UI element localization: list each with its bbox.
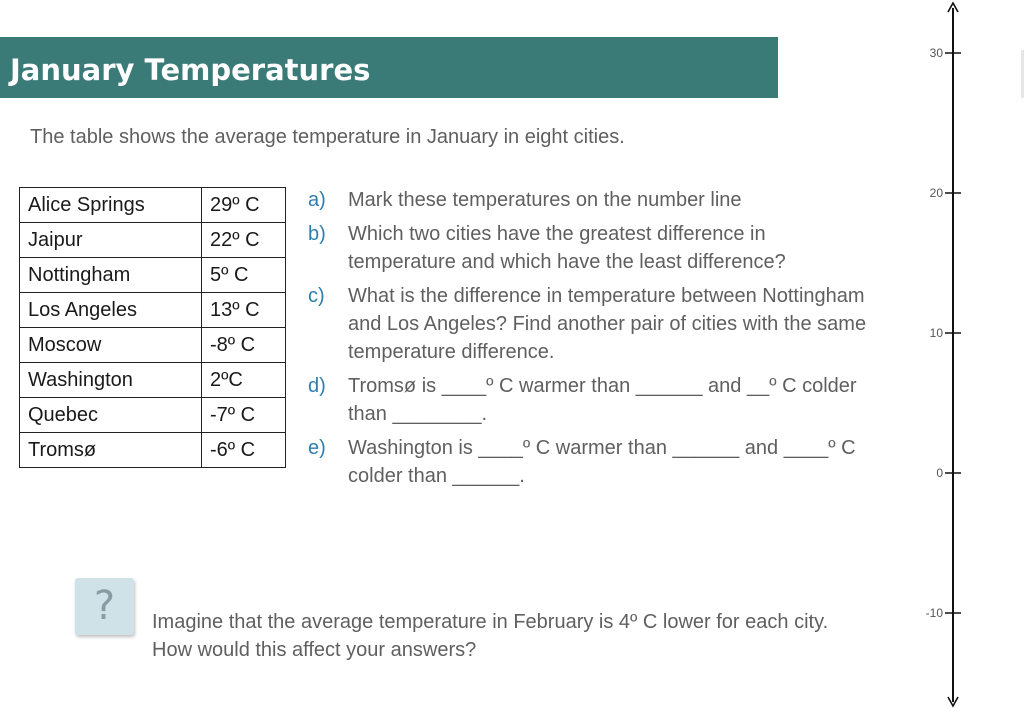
temp-cell: 22º C [202,223,286,258]
table-row [20,363,286,398]
table-row [20,223,286,258]
table-row [20,398,286,433]
question-text: Mark these temperatures on the number line [348,189,742,211]
question-text: Which two cities have the greatest difference in temperature and which have the least difference? [348,223,786,273]
table-row [20,258,286,293]
temp-cell: -6º C [202,433,286,468]
city-cell: Quebec [20,398,202,433]
number-line [900,0,1024,709]
temp-cell: -8º C [202,328,286,363]
question-list [308,186,868,496]
city-cell: Tromsø [20,433,202,468]
tick-label: 30 [929,46,943,60]
question-b [308,220,868,276]
table-row [20,328,286,363]
temp-cell: 5º C [202,258,286,293]
question-a [308,186,868,214]
question-d [308,372,868,428]
city-cell: Moscow [20,328,202,363]
temp-cell: -7º C [202,398,286,433]
question-text: Washington is ____º C warmer than ______ and ____º C colder than ______. [348,437,856,487]
city-cell: Washington [20,363,202,398]
tick-label: 0 [936,466,943,480]
table-row [20,293,286,328]
question-mark-icon: ? [75,578,134,635]
tick-label: 10 [929,326,943,340]
title-banner [0,37,778,98]
question-e [308,434,868,490]
question-c [308,282,868,366]
page-title: January Temperatures [10,53,371,87]
temp-cell: 29º C [202,188,286,223]
city-cell: Alice Springs [20,188,202,223]
temp-cell: 2ºC [202,363,286,398]
imagine-prompt: Imagine that the average temperature in February is 4º C lower for each city. How would this affect your answers? [152,611,829,661]
intro-text: The table shows the average temperature in January in eight cities. [30,126,625,148]
question-text: Tromsø is ____º C warmer than ______ and __º C colder than ________. [348,375,857,425]
tick-group [926,46,961,620]
table-row [20,188,286,223]
question-letter: a) [308,189,326,211]
question-letter: c) [308,285,325,307]
temperature-table [19,187,286,468]
temp-cell: 13º C [202,293,286,328]
city-cell: Los Angeles [20,293,202,328]
tick-label: -10 [925,606,943,620]
tick-label: 20 [929,186,943,200]
question-text: What is the difference in temperature between Nottingham and Los Angeles? Find another pair of cities with the same temperature difference. [348,285,867,363]
city-cell: Nottingham [20,258,202,293]
question-letter: e) [308,437,326,459]
table-row [20,433,286,468]
question-letter: d) [308,375,326,397]
city-cell: Jaipur [20,223,202,258]
question-letter: b) [308,223,326,245]
